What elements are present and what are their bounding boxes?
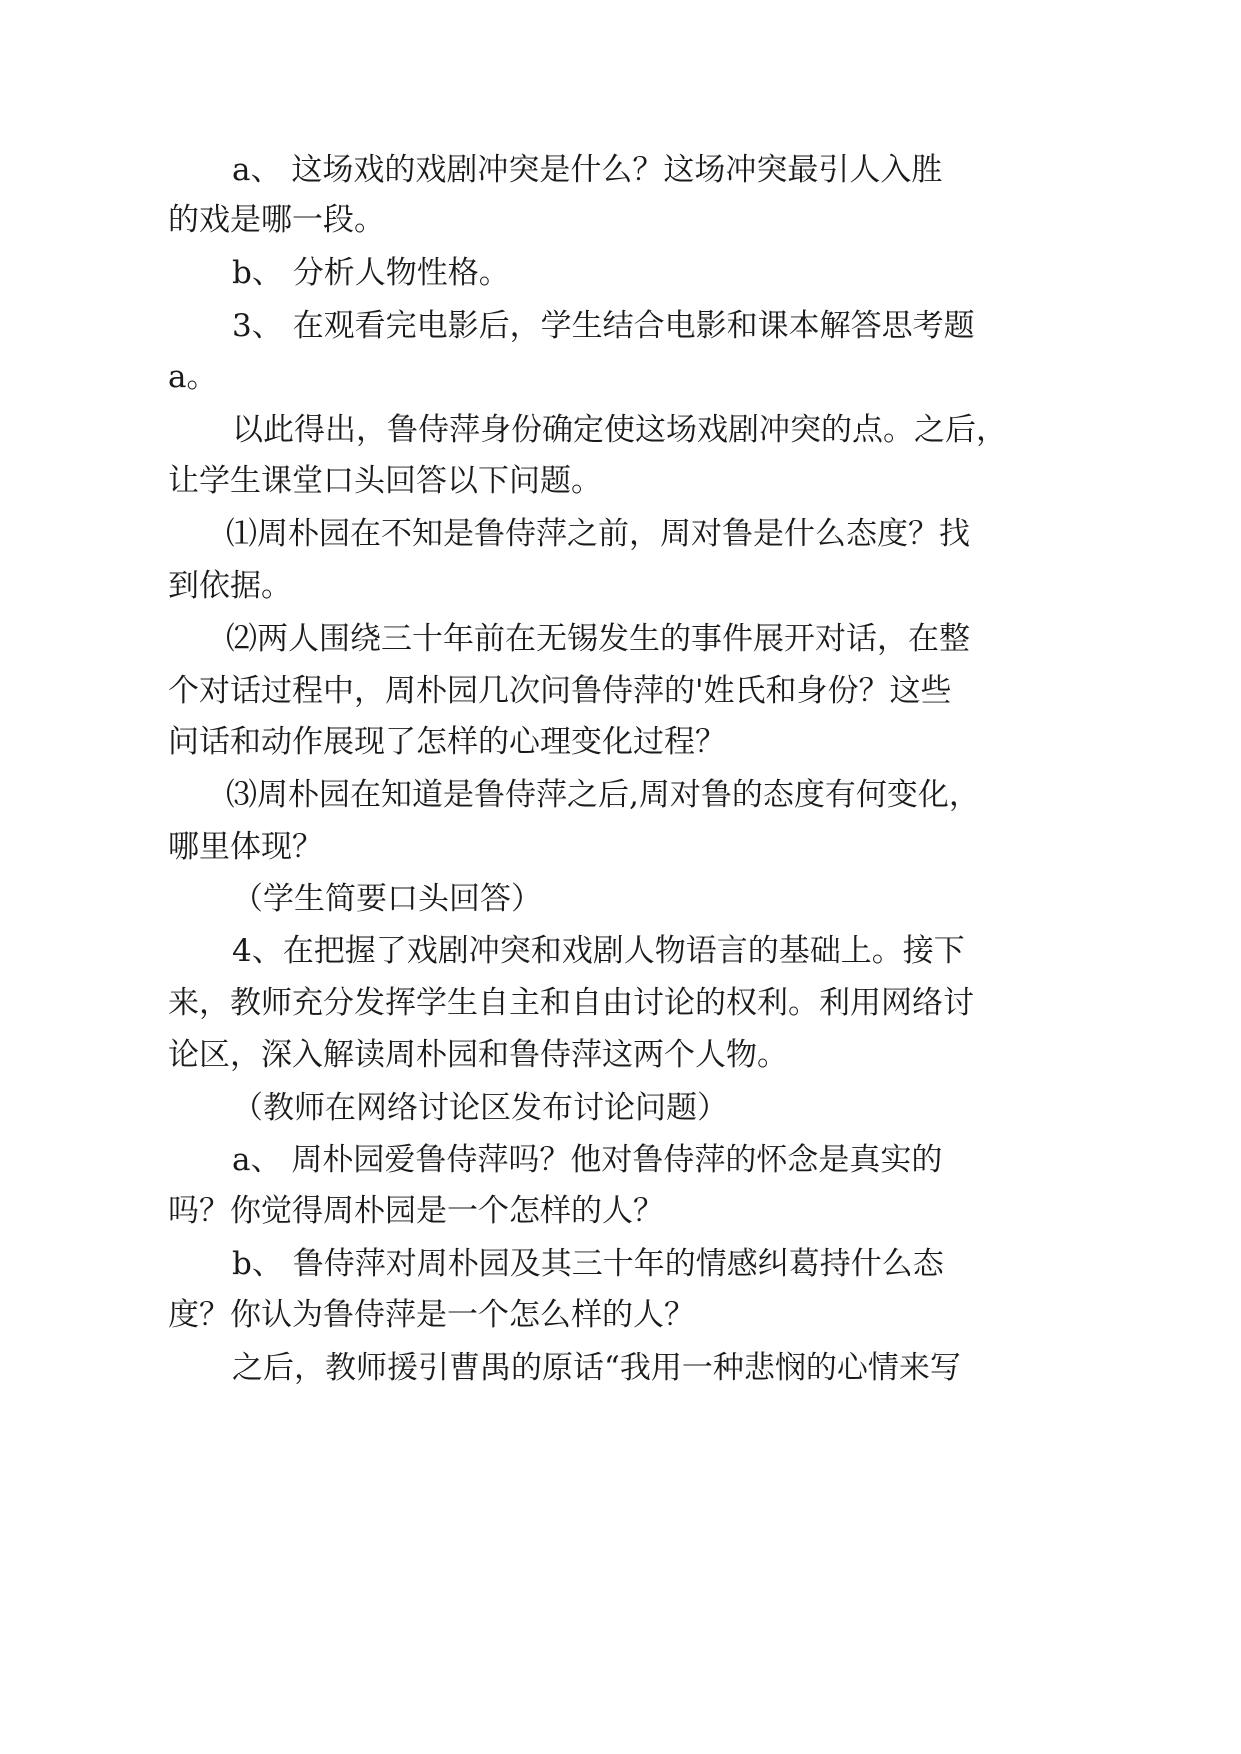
text-line: （教师在网络讨论区发布讨论问题） (232, 1090, 728, 1126)
text-line: 吗？你觉得周朴园是一个怎样的人？ (168, 1193, 664, 1229)
text-line: 4、在把握了戏剧冲突和戏剧人物语言的基础上。接下 (232, 933, 965, 969)
text-line: 度？你认为鲁侍萍是一个怎么样的人？ (168, 1297, 695, 1333)
text-line: a。 (168, 359, 218, 395)
text-line: a、 这场戏的戏剧冲突是什么？这场冲突最引人入胜 (232, 152, 943, 188)
text-line: 问话和动作展现了怎样的心理变化过程？ (168, 724, 726, 760)
text-line: 的戏是哪一段。 (168, 202, 385, 238)
text-line: ⑵两人围绕三十年前在无锡发生的事件展开对话，在整 (226, 621, 970, 657)
text-line: b、 分析人物性格。 (232, 255, 510, 291)
text-line: 来，教师充分发挥学生自主和自由讨论的权利。利用网络讨 (168, 985, 974, 1021)
text-line: 让学生课堂口头回答以下问题。 (168, 463, 602, 499)
text-line: b、 鲁侍萍对周朴园及其三十年的情感纠葛持什么态 (232, 1246, 944, 1282)
text-line: 到依据。 (168, 568, 292, 604)
text-line: 以此得出，鲁侍萍身份确定使这场戏剧冲突的点。之后， (232, 412, 1007, 448)
text-line: 之后，教师援引曹禺的原话“我用一种悲悯的心情来写 (232, 1350, 961, 1386)
text-line: a、 周朴园爱鲁侍萍吗？他对鲁侍萍的怀念是真实的 (232, 1142, 943, 1178)
text-line: ⑴周朴园在不知是鲁侍萍之前，周对鲁是什么态度？找 (226, 516, 970, 552)
text-line: 哪里体现？ (168, 829, 323, 865)
text-line: （学生简要口头回答） (232, 881, 542, 917)
text-line: ⑶周朴园在知道是鲁侍萍之后,周对鲁的态度有何变化， (226, 777, 980, 813)
text-line: 3、 在观看完电影后，学生结合电影和课本解答思考题 (232, 308, 975, 344)
text-line: 个对话过程中，周朴园几次问鲁侍萍的'姓氏和身份？这些 (168, 673, 952, 709)
text-line: 论区，深入解读周朴园和鲁侍萍这两个人物。 (168, 1037, 788, 1073)
